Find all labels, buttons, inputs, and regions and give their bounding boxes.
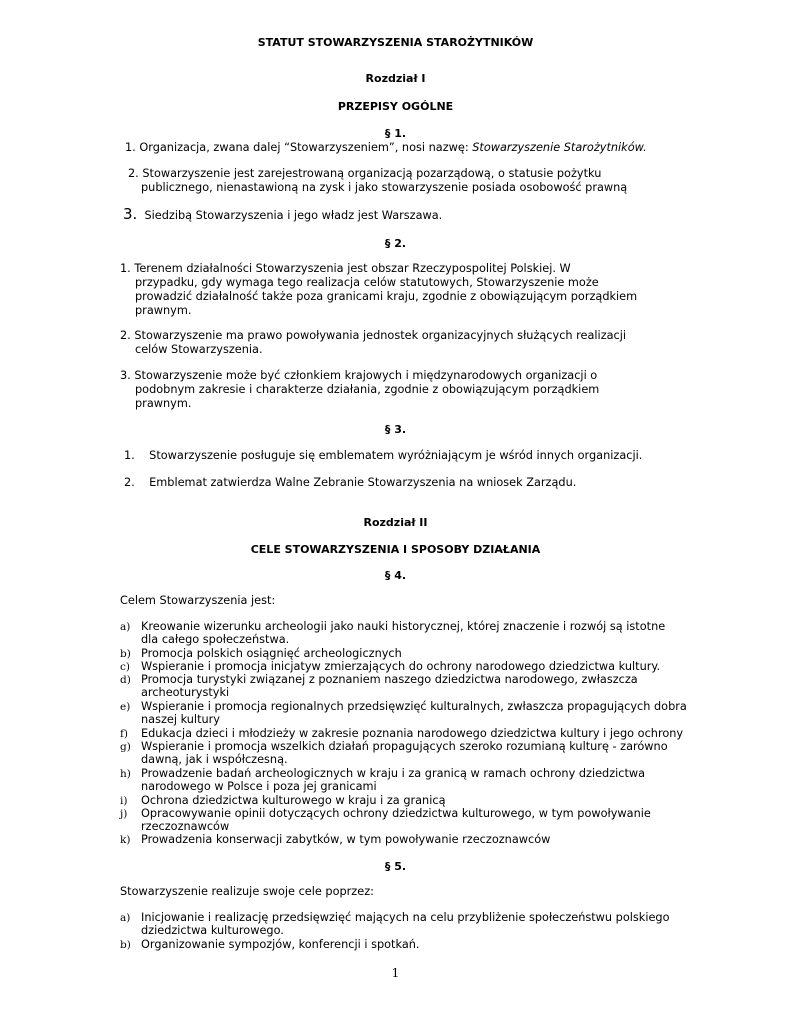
section-4-mark: § 4. [384, 569, 407, 582]
paragraph-number: 1. [125, 141, 136, 154]
paragraph-number: 2. [124, 476, 135, 489]
list-item: Organizowanie sympozjów, konferencji i spotkań. [141, 938, 420, 951]
chapter-2-label: Rozdział II [363, 516, 428, 529]
list-item-marker: a) [120, 621, 131, 633]
list-item-continuation: naszej kultury [141, 713, 220, 726]
list-item: Inicjowanie i realizację przedsięwzięć mających na celu przybliżenie społeczeństwu polskiego [141, 911, 670, 924]
list-item: Prowadzenie badań archeologicznych w kraju i za granicą w ramach ochrony dziedzictwa [141, 767, 646, 780]
list-item: Kreowanie wizerunku archeologii jako nauki historycznej, której znaczenie i rozwój są istotne [141, 620, 666, 633]
chapter-1-heading: PRZEPISY OGÓLNE [337, 100, 454, 113]
section-3-mark: § 3. [384, 423, 407, 436]
list-item: Promocja polskich osiągnięć archeologicznych [141, 647, 402, 660]
section-2-paragraph-2-cont: celów Stowarzyszenia. [135, 343, 263, 356]
paragraph-text: Siedzibą Stowarzyszenia i jego władz jest Warszawa. [144, 209, 443, 222]
section-2-paragraph-3-cont: podobnym zakresie i charakterze działania, zgodnie z obowiązującym porządkiem [135, 383, 600, 396]
section-2-paragraph-1-cont: prowadzić działalność także poza granicami kraju, zgodnie z obowiązującym porządkiem [135, 290, 638, 303]
section-2-paragraph-3-cont: prawnym. [135, 397, 192, 410]
list-item-marker: k) [120, 834, 131, 846]
section-1-paragraph-1 [125, 141, 647, 155]
list-item: Promocja turystyki związanej z poznaniem naszego dziedzictwa narodowego, zwłaszcza [141, 673, 638, 686]
section-1-paragraph-2-cont: publicznego, nienastawioną na zysk i jako stowarzyszenie posiada osobowość prawną [141, 181, 628, 194]
list-item-marker: j) [120, 808, 128, 820]
paragraph-text: Stowarzyszenie posługuje się emblematem wyróżniającym je wśród innych organizacji. [149, 449, 643, 462]
list-item-marker: b) [120, 648, 131, 660]
section-2-paragraph-1-cont: prawnym. [135, 304, 192, 317]
section-1-paragraph-3 [123, 207, 442, 223]
list-item-marker: a) [120, 912, 131, 924]
paragraph-number: 1. [124, 449, 135, 462]
chapter-2-heading: CELE STOWARZYSZENIA I SPOSOBY DZIAŁANIA [250, 543, 541, 556]
list-item: Wspieranie i promocja inicjatyw zmierzających do ochrony narodowego dziedzictwa kultury. [141, 660, 661, 673]
list-item-marker: d) [120, 674, 131, 686]
document-title: STATUT STOWARZYSZENIA STAROŻYTNIKÓW [257, 36, 534, 49]
association-name: Stowarzyszenie Starożytników. [472, 141, 647, 154]
paragraph-number: 3. [123, 205, 138, 223]
list-item: Edukacja dzieci i młodzieży w zakresie poznania narodowego dziedzictwa kultury i jego ochrony [141, 727, 684, 740]
list-item: Prowadzenia konserwacji zabytków, w tym powoływanie rzeczoznawców [141, 833, 551, 846]
list-item-continuation: dla całego społeczeństwa. [141, 633, 290, 646]
paragraph-text: Emblemat zatwierdza Walne Zebranie Stowarzyszenia na wniosek Zarządu. [149, 476, 577, 489]
list-item-marker: e) [120, 701, 131, 713]
list-item-marker: i) [120, 795, 128, 807]
list-item-marker: f) [120, 728, 128, 740]
list-item-marker: c) [120, 661, 130, 673]
paragraph-number: 2. [128, 167, 139, 180]
list-item: Wspieranie i promocja wszelkich działań propagujących szeroko rozumianą kulturę - zarówno [141, 740, 668, 753]
section-4-intro: Celem Stowarzyszenia jest: [120, 594, 276, 607]
page-number: 1 [391, 966, 400, 980]
section-3-paragraph-1 [124, 449, 642, 463]
section-2-paragraph-1: 1. Terenem działalności Stowarzyszenia jest obszar Rzeczypospolitej Polskiej. W [120, 262, 571, 275]
list-item: Opracowywanie opinii dotyczących ochrony dziedzictwa kulturowego, w tym powoływanie [141, 807, 651, 820]
list-item-marker: b) [120, 939, 131, 951]
list-item-marker: g) [120, 741, 131, 753]
section-5-intro: Stowarzyszenie realizuje swoje cele poprzez: [120, 885, 374, 898]
section-2-paragraph-2: 2. Stowarzyszenie ma prawo powoływania jednostek organizacyjnych służących realizacji [120, 329, 627, 342]
section-2-paragraph-3: 3. Stowarzyszenie może być członkiem krajowych i międzynarodowych organizacji o [120, 369, 598, 382]
list-item: Ochrona dziedzictwa kulturowego w kraju i za granicą [141, 794, 446, 807]
list-item-continuation: narodowego w Polsce i poza jej granicami [141, 780, 377, 793]
list-item-continuation: archeoturystyki [141, 686, 230, 699]
section-1-paragraph-2 [128, 167, 601, 181]
section-1-mark: § 1. [384, 127, 407, 140]
paragraph-text: Stowarzyszenie jest zarejestrowaną organizacją pozarządową, o statusie pożytku [142, 167, 602, 180]
list-item-marker: h) [120, 768, 131, 780]
section-2-mark: § 2. [384, 237, 407, 250]
section-3-paragraph-2 [124, 476, 576, 490]
list-item-continuation: rzeczoznawców [141, 820, 230, 833]
list-item-continuation: dawną, jak i współczesną. [141, 753, 288, 766]
list-item: Wspieranie i promocja regionalnych przedsięwzięć kulturalnych, zwłaszcza propagujących dobra [141, 700, 687, 713]
section-5-mark: § 5. [384, 860, 407, 873]
list-item-continuation: dziedzictwa kulturowego. [141, 924, 284, 937]
chapter-1-label: Rozdział I [365, 72, 426, 85]
section-2-paragraph-1-cont: przypadku, gdy wymaga tego realizacja celów statutowych, Stowarzyszenie może [135, 276, 599, 289]
paragraph-text: Organizacja, zwana dalej “Stowarzyszeniem”, nosi nazwę: [139, 141, 473, 154]
